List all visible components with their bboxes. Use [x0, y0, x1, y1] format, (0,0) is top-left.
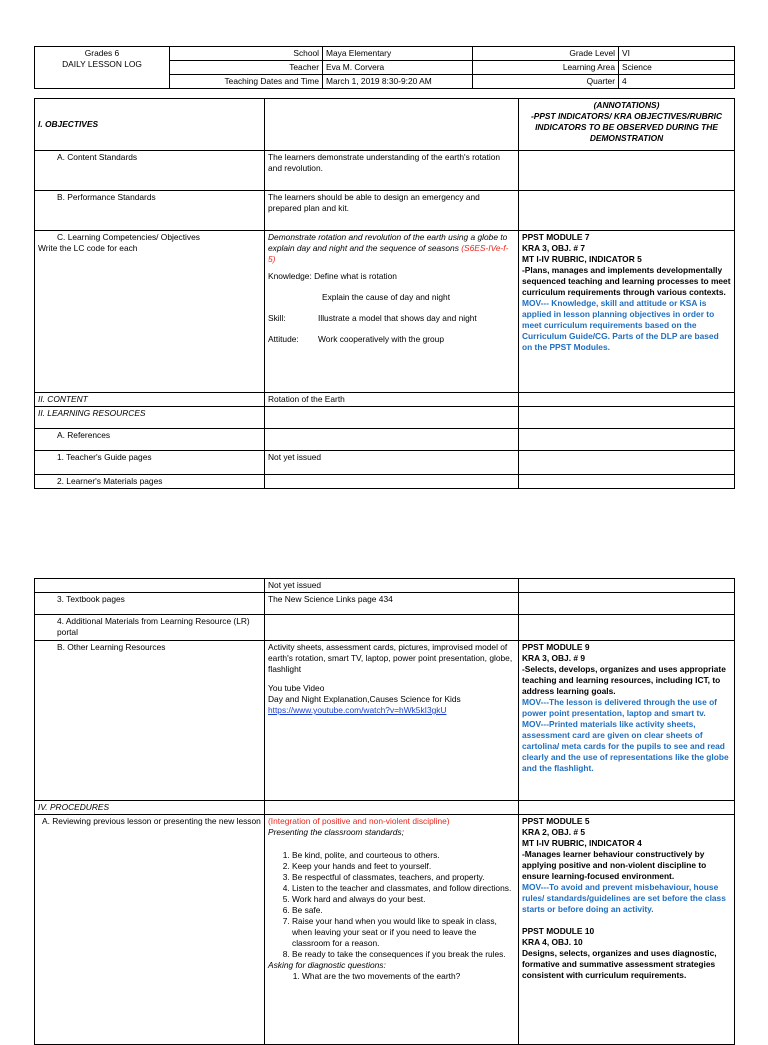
- content-ann: [519, 393, 735, 407]
- other-ann: [519, 641, 735, 801]
- list-item: 6. Be safe.: [292, 905, 515, 916]
- content-value: Rotation of the Earth: [265, 393, 519, 407]
- presenting-text: Presenting the classroom standards;: [268, 827, 404, 837]
- list-item: 8. Be ready to take the consequences if you break the rules.: [292, 949, 515, 960]
- annotations-sub: -PPST INDICATORS/ KRA OBJECTIVES/RUBRIC INDICATORS TO BE OBSERVED DURING THE DEMONSTRATION: [530, 111, 723, 143]
- other-label: B. Other Learning Resources: [35, 641, 265, 801]
- procedures-ann: [519, 801, 735, 815]
- lm-ann-cont: [519, 579, 735, 593]
- textbook-value: The New Science Links page 434: [265, 593, 519, 615]
- competencies-label: C. Learning Competencies/ Objectives: [57, 232, 200, 242]
- quarter-value: 4: [619, 75, 735, 89]
- teacher-label: Teacher: [170, 61, 323, 75]
- skill-label: Skill:: [268, 313, 286, 323]
- header-table: [34, 46, 735, 89]
- performance-standards-value: The learners should be able to design an emergency and prepared plan and kit.: [265, 191, 519, 231]
- youtube-link[interactable]: https://www.youtube.com/watch?v=hWk5kI3gkU: [268, 705, 447, 715]
- annotations-header: [519, 99, 735, 151]
- dates-label: Teaching Dates and Time: [170, 75, 323, 89]
- list-item: 3. Be respectful of classmates, teachers, and property.: [292, 872, 515, 883]
- grade-level-value: VI: [619, 47, 735, 61]
- standards-list: [268, 850, 515, 960]
- ann2-mov2: MOV---Printed materials like activity sheets, assessment card are given on clear sheets of cartolina/ meta cards for the pupils to see and read clearly and the use of representations like the globe and the flashlight.: [522, 719, 729, 773]
- list-item: 5. Work hard and always do your best.: [292, 894, 515, 905]
- grade-level-label: Grade Level: [473, 47, 619, 61]
- ann3-l3: MT I-IV RUBRIC, INDICATOR 4: [522, 838, 642, 848]
- competencies-sub: Write the LC code for each: [38, 243, 138, 253]
- review-label-cell: [35, 815, 265, 1045]
- ann2-l1: PPST MODULE 9: [522, 642, 590, 652]
- procedures-label: IV. PROCEDURES: [35, 801, 265, 815]
- content-standards-value: The learners demonstrate understanding of the earth's rotation and revolution.: [265, 151, 519, 191]
- content-standards-label: A. Content Standards: [35, 151, 265, 191]
- review-value: [265, 815, 519, 1045]
- references-label: A. References: [35, 429, 265, 451]
- grades-cell: [35, 47, 170, 89]
- procedures-blank: [265, 801, 519, 815]
- annotations-title: (ANNOTATIONS): [593, 100, 660, 110]
- youtube-title: Day and Night Explanation,Causes Science for Kids: [268, 694, 461, 704]
- resources-blank: [265, 407, 519, 429]
- ann1-l3: MT I-IV RUBRIC, INDICATOR 5: [522, 254, 642, 264]
- review-ann: [519, 815, 735, 1045]
- additional-label: 4. Additional Materials from Learning Resource (LR) portal: [35, 615, 265, 641]
- competencies-ann: [519, 231, 735, 393]
- ann4-l1: PPST MODULE 10: [522, 926, 595, 936]
- ann1-mov: MOV--- Knowledge, skill and attitude or KSA is applied in lesson planning objectives in order to meet curriculum requirements based on the Curriculum Guide/CG. Parts of the DLP are based on the PPST Modules.: [522, 298, 719, 352]
- teacher-value: Eva M. Corvera: [323, 61, 473, 75]
- youtube-label: You tube Video: [268, 683, 325, 693]
- knowledge2: Explain the cause of day and night: [322, 292, 451, 302]
- competencies-text: Demonstrate rotation and revolution of the earth using a globe to explain day and night and the sequence of seasons: [268, 232, 508, 253]
- lm-blank: [265, 475, 519, 489]
- list-item: 7. Raise your hand when you would like to speak in class, when leaving your seat or if you need to leave the classroom for a reason.: [292, 916, 515, 949]
- attitude-label: Attitude:: [268, 334, 299, 344]
- lesson-table-part2: [34, 578, 735, 1045]
- ann1-l2: KRA 3, OBJ. # 7: [522, 243, 585, 253]
- ann2-l3: -Selects, develops, organizes and uses appropriate teaching and learning resources, including ICT, to address learning goals.: [522, 664, 726, 696]
- ann1-l4: -Plans, manages and implements developmentally sequenced teaching and learning processes to meet curriculum requirements through various contexts.: [522, 265, 731, 297]
- textbook-label: 3. Textbook pages: [35, 593, 265, 615]
- lesson-table-part1: [34, 98, 735, 489]
- competencies-cell: [35, 231, 265, 393]
- list-item: 4. Listen to the teacher and classmates, and follow directions.: [292, 883, 515, 894]
- review-label: A. Reviewing previous lesson or presenting the new lesson: [42, 816, 261, 826]
- lm-ann: [519, 475, 735, 489]
- performance-standards-label: B. Performance Standards: [35, 191, 265, 231]
- quarter-label: Quarter: [473, 75, 619, 89]
- school-value: Maya Elementary: [323, 47, 473, 61]
- ann4-l2: KRA 4, OBJ. 10: [522, 937, 583, 947]
- knowledge: Knowledge: Define what is rotation: [268, 271, 397, 281]
- list-item: 1. What are the two movements of the earth?: [302, 971, 515, 982]
- objectives-label: I. OBJECTIVES: [35, 99, 265, 151]
- lm-label-cont: [35, 579, 265, 593]
- content-standards-ann: [519, 151, 735, 191]
- other-value: [265, 641, 519, 801]
- questions-list: [268, 971, 515, 982]
- lm-label: 2. Learner's Materials pages: [35, 475, 265, 489]
- ann1-l1: PPST MODULE 7: [522, 232, 590, 242]
- textbook-ann: [519, 593, 735, 615]
- ann3-l2: KRA 2, OBJ. # 5: [522, 827, 585, 837]
- ann4-l3: Designs, selects, organizes and uses diagnostic, formative and summative assessment strategies consistent with curriculum requirements.: [522, 948, 717, 980]
- content-label: II. CONTENT: [35, 393, 265, 407]
- tg-ann: [519, 451, 735, 475]
- ann2-mov1: MOV---The lesson is delivered through the use of power point presentation, laptop and smart tv.: [522, 697, 717, 718]
- list-item: 1. Be kind, polite, and courteous to others.: [292, 850, 515, 861]
- other-text: Activity sheets, assessment cards, pictures, improvised model of earth's rotation, smart TV, laptop, power point presentation, globe, flashlight: [268, 642, 513, 674]
- ann2-l2: KRA 3, OBJ. # 9: [522, 653, 585, 663]
- references-blank: [265, 429, 519, 451]
- learning-area-label: Learning Area: [473, 61, 619, 75]
- tg-value: Not yet issued: [265, 451, 519, 475]
- asking-text: Asking for diagnostic questions:: [268, 960, 386, 970]
- log-label: DAILY LESSON LOG: [62, 59, 142, 69]
- ann3-mov: MOV---To avoid and prevent misbehaviour, house rules/ standards/guidelines are set before the class starts or before doing an activity.: [522, 882, 726, 914]
- performance-standards-ann: [519, 191, 735, 231]
- tg-label: 1. Teacher's Guide pages: [35, 451, 265, 475]
- additional-value: [265, 615, 519, 641]
- resources-ann: [519, 407, 735, 429]
- integration-text: (Integration of positive and non-violent discipline): [268, 816, 450, 826]
- objectives-blank: [265, 99, 519, 151]
- list-item: 2. Keep your hands and feet to yourself.: [292, 861, 515, 872]
- grades-label: Grades 6: [84, 48, 120, 58]
- lm-value: Not yet issued: [265, 579, 519, 593]
- ann3-l4: -Manages learner behaviour constructively by applying positive and non-violent discipline to ensure learning-focused environment.: [522, 849, 707, 881]
- competencies-value: [265, 231, 519, 393]
- school-label: School: [170, 47, 323, 61]
- references-ann: [519, 429, 735, 451]
- skill-value: Illustrate a model that shows day and night: [318, 313, 477, 323]
- additional-ann: [519, 615, 735, 641]
- dates-value: March 1, 2019 8:30-9:20 AM: [323, 75, 473, 89]
- learning-area-value: Science: [619, 61, 735, 75]
- attitude-value: Work cooperatively with the group: [318, 334, 444, 344]
- resources-label: II. LEARNING RESOURCES: [35, 407, 265, 429]
- competencies-code: (S6ES-IVe-f-5): [268, 243, 509, 264]
- ann3-l1: PPST MODULE 5: [522, 816, 590, 826]
